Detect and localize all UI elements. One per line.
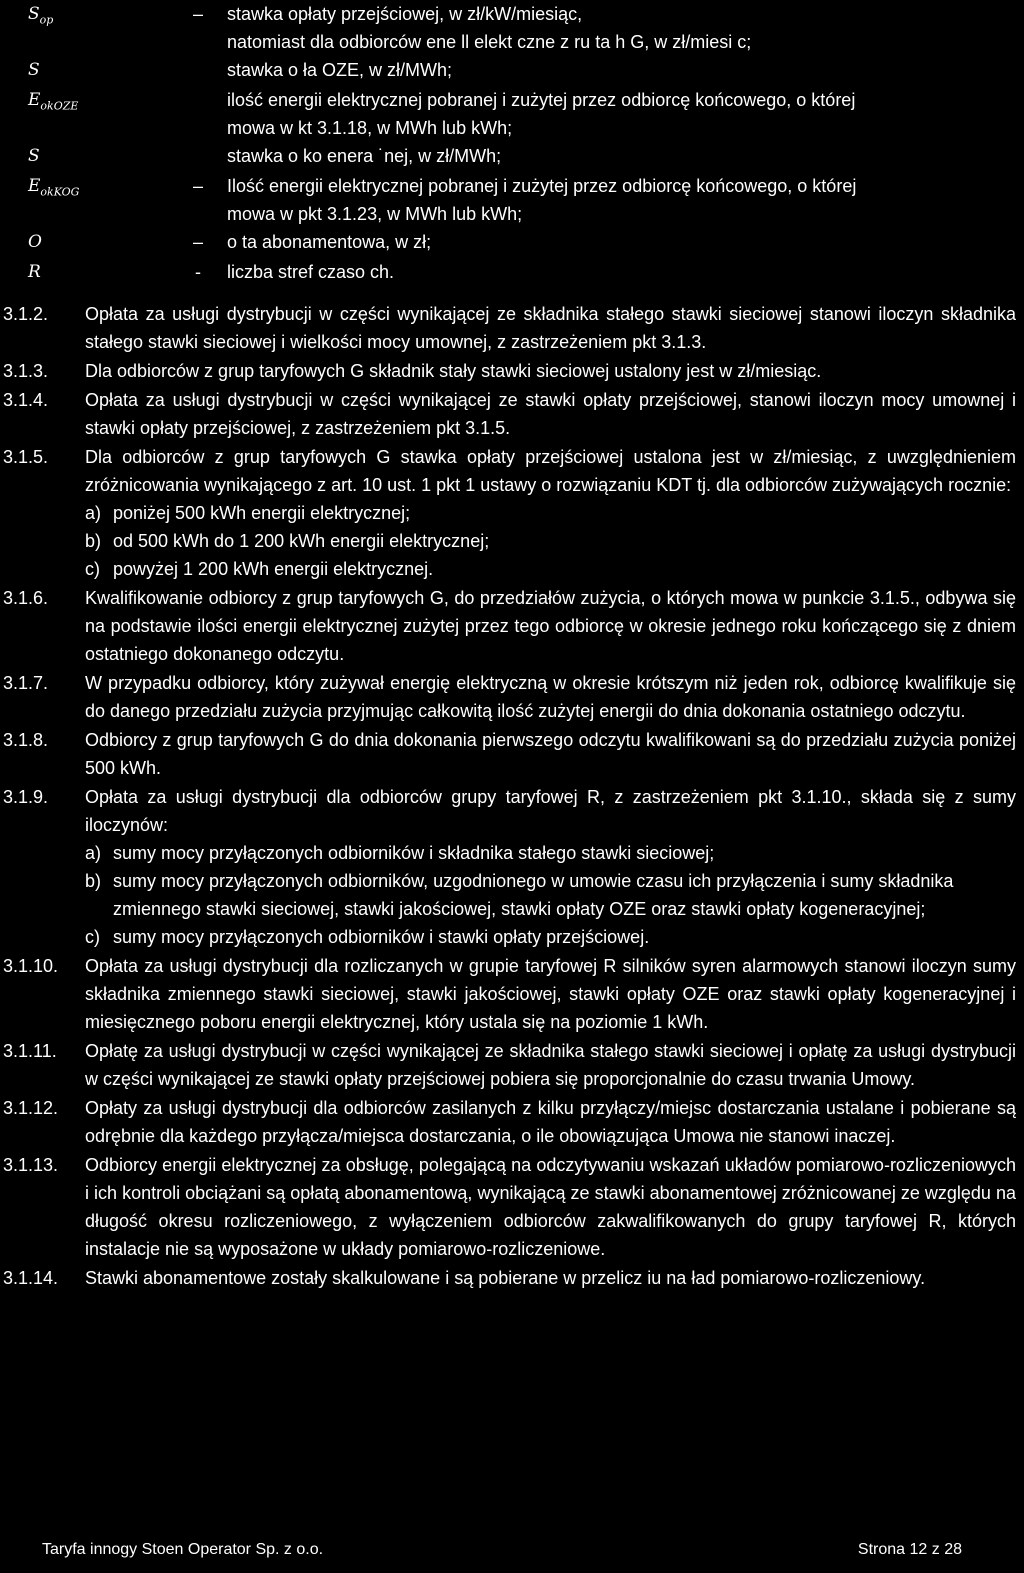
item-text: Dla odbiorców z grup taryfowych G składnik stały stawki sieciowej ustalony jest w zł/miesiąc. [85,361,822,381]
symbol-letter: S [28,146,40,166]
numbered-item [0,300,1024,356]
sub-item-text: od 500 kWh do 1 200 kWh energii elektrycznej; [113,531,490,551]
legend-line: o ta abonamentowa, w zł; [227,232,432,252]
item-text: Opłaty za usługi dystrybucji dla odbiorców zasilanych z kilku przyłączy/miejsc dostarczania ustalane i pobierane są odrębnie dla każdego przyłącza/miejsca dostarczania, o ile obowiązująca Umowa nie stanowi inaczej. [85,1098,1016,1146]
item-text: Dla odbiorców z grup taryfowych G stawka opłaty przejściowej ustalona jest w zł/miesiąc, z uwzględnieniem zróżnicowania wynikającego z art. 10 ust. 1 pkt 1 ustawy o rozwiązaniu KDT tj. dla odbiorców zużywających rocznie: [85,447,1016,495]
item-body [85,669,1016,725]
sub-item [85,839,1016,867]
numbered-item [0,584,1024,668]
item-number: 3.1.11. [3,1041,57,1061]
legend-description [227,172,1017,228]
item-text: Odbiorcy z grup taryfowych G do dnia dokonania pierwszego odczytu kwalifikowani są do przedziału zużycia poniżej 500 kWh. [85,730,1016,778]
legend-dash: – [192,176,203,196]
item-body [85,386,1016,442]
sub-item-letter: b) [85,531,102,551]
item-body [85,952,1016,1036]
item-body [85,357,1016,385]
numbered-item [0,357,1024,385]
item-text: Opłata za usługi dystrybucji w części wynikającej ze stawki opłaty przejściowej, stanowi iloczyn mocy umownej i stawki opłaty przejściowej, z zastrzeżeniem pkt 3.1.5. [85,390,1016,438]
item-body [85,1151,1016,1263]
numbered-item [0,386,1024,442]
numbered-item [0,783,1024,951]
legend-line: Ilość energii elektrycznej pobranej i zużytej przez odbiorcę końcowego, o której [227,176,857,196]
sub-item [85,867,1016,923]
item-text: Kwalifikowanie odbiorcy z grup taryfowych G, do przedziałów zużycia, o których mowa w punkcie 3.1.5., odbywa się na podstawie ilości energii elektrycznej zużytej przez tego odbiorcę w okresie jednego roku kończącego się z dniem ostatniego dokonanego odczytu. [85,588,1016,664]
item-body [85,300,1016,356]
item-text: W przypadku odbiorcy, który zużywał energię elektryczną w okresie krótszym niż jeden rok, odbiorcę kwalifikuje się do danego przedziału zużycia przyjmując całkowitą ilość zużytej energii do dnia dokonania ostatniego odczytu. [85,673,1016,721]
footer-page-number: Strona 12 z 28 [857,1541,962,1558]
sub-item-text: poniżej 500 kWh energii elektrycznej; [113,503,411,523]
section-items [0,300,1024,1293]
legend-description [227,142,1017,170]
item-body [85,1264,1016,1292]
item-text: Opłata za usługi dystrybucji dla rozliczanych w grupie taryfowej R silników syren alarmowych stanowi iloczyn sumy składnika zmiennego stawki sieciowej, stawki jakościowej, stawki opłaty OZE oraz stawki opłaty kogeneracyjnej i miesięcznego poboru energii elektrycznej, który ustala się na poziomie 1 kWh. [85,956,1016,1032]
legend-line: ilość energii elektrycznej pobranej i zużytej przez odbiorcę końcowego, o której [227,90,856,110]
numbered-item [0,1037,1024,1093]
symbol-letter: R [28,262,41,282]
legend-line: stawka o ko enera ˙nej, w zł/MWh; [227,146,502,166]
item-number: 3.1.6. [3,588,49,608]
numbered-item [0,1264,1024,1292]
item-body [85,443,1016,583]
item-number: 3.1.4. [3,390,49,410]
item-text: Stawki abonamentowe zostały skalkulowane i są pobierane w przelicz iu na ład pomiarowo-rozliczeniowy. [85,1268,926,1288]
item-number: 3.1.9. [3,787,49,807]
sub-item-text: powyżej 1 200 kWh energii elektrycznej. [113,559,434,579]
sub-item-letter: a) [85,843,102,863]
item-number: 3.1.14. [3,1268,59,1288]
symbol-subscript: op [39,13,54,27]
symbol-subscript: okKOG [40,185,80,199]
sub-item [85,499,1016,527]
page-footer [42,1539,962,1561]
legend-line: liczba stref czaso ch. [227,262,395,282]
legend-description [227,258,1017,286]
legend-description [227,0,1017,56]
legend-description [227,228,1017,256]
legend-symbol [28,172,108,206]
legend-dash: - [195,262,201,282]
numbered-item [0,1151,1024,1263]
sub-item-text: sumy mocy przyłączonych odbiorników i stawki opłaty przejściowej. [113,927,650,947]
symbol-letter: O [28,232,42,252]
item-text: Odbiorcy energii elektrycznej za obsługę, polegającą na odczytywaniu wskazań układów pomiarowo-rozliczeniowych i ich kontroli obciążani są opłatą abonamentową, wynikającą ze stawki abonamentowej zróżnicowanej ze względu na długość okresu rozliczeniowego, z wyłączeniem odbiorców zakwalifikowanych do grupy taryfowej R, których instalacje nie są wyposażone w układy pomiarowo-rozliczeniowe. [85,1155,1016,1259]
legend-description [227,86,1017,142]
legend-dash: – [192,4,203,24]
symbol-letter: S [28,4,40,24]
item-number: 3.1.2. [3,304,49,324]
legend-line: mowa w pkt 3.1.23, w MWh lub kWh; [227,204,523,224]
sub-item-letter: b) [85,871,102,891]
numbered-item [0,443,1024,583]
numbered-item [0,669,1024,725]
item-number: 3.1.12. [3,1098,59,1118]
item-number: 3.1.8. [3,730,49,750]
symbol-subscript: okOZE [40,99,79,113]
symbol-letter: E [28,90,41,110]
numbered-item [0,952,1024,1036]
item-number: 3.1.7. [3,673,49,693]
item-body [85,584,1016,668]
sub-item [85,923,1016,951]
item-text: Opłata za usługi dystrybucji dla odbiorców grupy taryfowej R, z zastrzeżeniem pkt 3.1.10., składa się z sumy iloczynów: [85,787,1016,835]
sub-item-text: sumy mocy przyłączonych odbiorników i składnika stałego stawki sieciowej; [113,843,715,863]
legend-line: stawka o ła OZE, w zł/MWh; [227,60,453,80]
item-number: 3.1.13. [3,1155,59,1175]
item-text: Opłatę za usługi dystrybucji w części wynikającej ze składnika stałego stawki sieciowej i opłatę za usługi dystrybucji w części wynikającej ze stawki opłaty przejściowej pobiera się proporcjonalnie do czasu trwania Umowy. [85,1041,1016,1089]
legend-line: mowa w kt 3.1.18, w MWh lub kWh; [227,118,513,138]
numbered-item [0,726,1024,782]
legend-symbol [28,86,108,120]
legend-line: stawka opłaty przejściowej, w zł/kW/miesiąc, [227,4,583,24]
item-body [85,783,1016,951]
item-number: 3.1.3. [3,361,49,381]
item-text: Opłata za usługi dystrybucji w części wynikającej ze składnika stałego stawki sieciowej stanowi iloczyn składnika stałego stawki sieciowej i wielkości mocy umownej, z zastrzeżeniem pkt 3.1.3. [85,304,1016,352]
item-number: 3.1.5. [3,447,49,467]
numbered-item [0,1094,1024,1150]
legend-symbol [28,0,108,34]
item-body [85,1094,1016,1150]
symbol-letter: S [28,60,40,80]
sub-item-letter: a) [85,503,102,523]
legend-symbol [28,258,108,292]
sub-item [85,555,1016,583]
item-number: 3.1.10. [3,956,59,976]
legend-dash: – [192,232,203,252]
footer-tariff-name: Taryfa innogy Stoen Operator Sp. z o.o. [42,1541,324,1558]
legend-description [227,56,1017,84]
symbol-letter: E [28,176,41,196]
sub-item [85,527,1016,555]
sub-item-letter: c) [85,927,100,947]
sub-item-letter: c) [85,559,100,579]
sub-item-text: sumy mocy przyłączonych odbiorników, uzgodnionego w umowie czasu ich przyłączenia i sumy składnika zmiennego stawki sieciowej, stawki jakościowej, stawki opłaty OZE oraz stawki opłaty kogeneracyjnej; [113,871,954,919]
item-body [85,1037,1016,1093]
legend-line: natomiast dla odbiorców ene ll elekt czne z ru ta h G, w zł/miesi c; [227,32,752,52]
item-body [85,726,1016,782]
